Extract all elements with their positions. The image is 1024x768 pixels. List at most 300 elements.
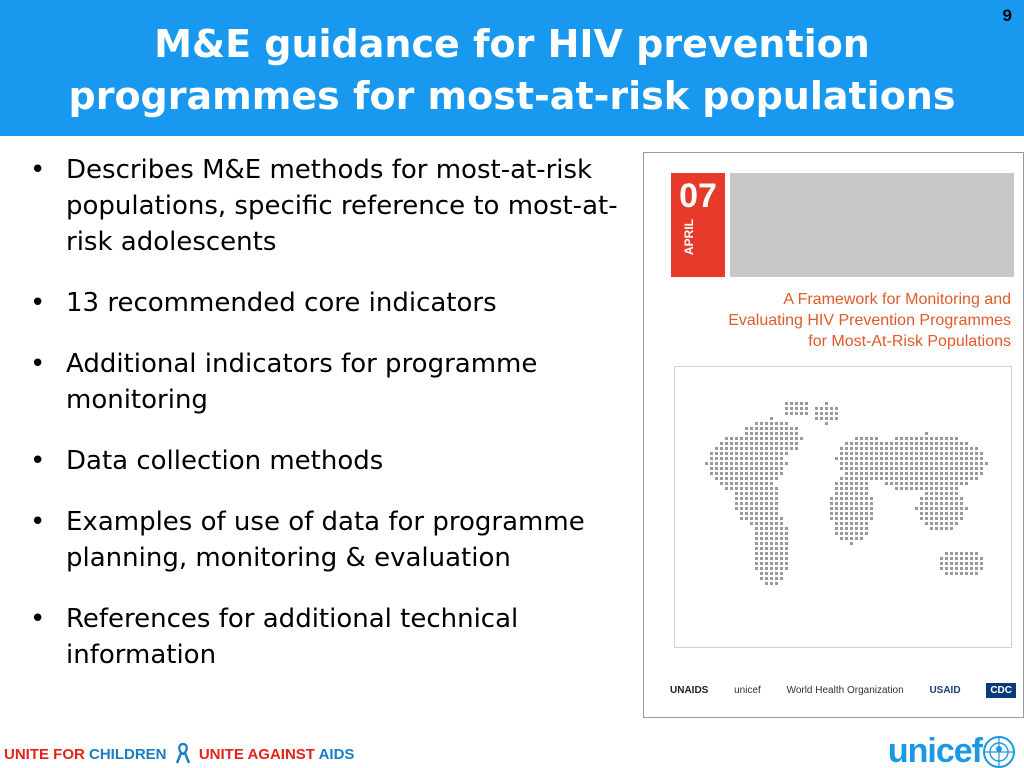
map-dot (910, 482, 913, 485)
map-dot (900, 462, 903, 465)
map-dot (775, 497, 778, 500)
bullet-icon: • (30, 604, 46, 634)
map-dot (915, 457, 918, 460)
map-dot (855, 457, 858, 460)
map-dot (855, 497, 858, 500)
map-dot (760, 462, 763, 465)
slide-number: 9 (1002, 6, 1012, 25)
map-dot (760, 427, 763, 430)
map-dot (940, 557, 943, 560)
map-dot (905, 477, 908, 480)
map-dot (725, 442, 728, 445)
map-dot (760, 442, 763, 445)
map-dot (870, 512, 873, 515)
map-dot (930, 497, 933, 500)
map-dot (855, 502, 858, 505)
map-dot (830, 417, 833, 420)
map-dot (775, 582, 778, 585)
map-dot (930, 487, 933, 490)
map-dot (980, 462, 983, 465)
map-dot (845, 457, 848, 460)
map-dot (835, 502, 838, 505)
map-dot (825, 402, 828, 405)
map-dot (705, 462, 708, 465)
map-dot (745, 477, 748, 480)
map-dot (955, 492, 958, 495)
map-dot (980, 452, 983, 455)
map-dot (945, 557, 948, 560)
map-dot (950, 477, 953, 480)
map-dot (775, 447, 778, 450)
unicef-emblem-icon (982, 735, 1016, 768)
map-dot (970, 552, 973, 555)
map-dot (915, 487, 918, 490)
map-dot (935, 512, 938, 515)
map-dot (720, 452, 723, 455)
map-dot (835, 527, 838, 530)
map-dot (895, 442, 898, 445)
map-dot (900, 487, 903, 490)
map-dot (865, 442, 868, 445)
map-dot (760, 477, 763, 480)
map-dot (910, 457, 913, 460)
map-dot (885, 472, 888, 475)
map-dot (770, 522, 773, 525)
world-map-dots (675, 367, 1013, 649)
map-dot (750, 437, 753, 440)
map-dot (890, 462, 893, 465)
map-dot (865, 487, 868, 490)
map-dot (955, 512, 958, 515)
map-dot (795, 427, 798, 430)
map-dot (960, 452, 963, 455)
map-dot (740, 452, 743, 455)
map-dot (760, 552, 763, 555)
bullet-icon: • (30, 155, 46, 185)
map-dot (785, 407, 788, 410)
map-dot (905, 487, 908, 490)
map-dot (950, 482, 953, 485)
map-dot (860, 437, 863, 440)
map-dot (720, 482, 723, 485)
map-dot (940, 492, 943, 495)
map-dot (950, 457, 953, 460)
map-dot (925, 467, 928, 470)
map-dot (760, 422, 763, 425)
map-dot (860, 467, 863, 470)
map-dot (945, 507, 948, 510)
map-dot (725, 457, 728, 460)
map-dot (935, 437, 938, 440)
map-dot (880, 467, 883, 470)
map-dot (965, 572, 968, 575)
map-dot (750, 427, 753, 430)
map-dot (930, 447, 933, 450)
map-dot (760, 507, 763, 510)
map-dot (775, 472, 778, 475)
map-dot (785, 427, 788, 430)
map-dot (725, 487, 728, 490)
map-dot (915, 467, 918, 470)
map-dot (860, 482, 863, 485)
map-dot (865, 502, 868, 505)
map-dot (770, 572, 773, 575)
map-dot (720, 477, 723, 480)
map-dot (795, 432, 798, 435)
map-dot (720, 472, 723, 475)
map-dot (940, 457, 943, 460)
map-dot (720, 462, 723, 465)
map-dot (945, 457, 948, 460)
cover-title: A Framework for Monitoring and Evaluating HIV Prevention Programmes for Most-At-Risk Populations (728, 291, 1011, 350)
map-dot (780, 572, 783, 575)
map-dot (730, 472, 733, 475)
map-dot (880, 447, 883, 450)
map-dot (750, 447, 753, 450)
map-dot (860, 477, 863, 480)
map-dot (965, 457, 968, 460)
map-dot (765, 462, 768, 465)
map-dot (860, 472, 863, 475)
map-dot (950, 467, 953, 470)
map-dot (865, 472, 868, 475)
map-dot (740, 487, 743, 490)
map-dot (945, 477, 948, 480)
map-dot (925, 432, 928, 435)
map-dot (785, 552, 788, 555)
map-dot (980, 557, 983, 560)
map-dot (770, 462, 773, 465)
map-dot (865, 507, 868, 510)
map-dot (885, 477, 888, 480)
map-dot (845, 492, 848, 495)
map-dot (840, 477, 843, 480)
map-dot (725, 477, 728, 480)
map-dot (955, 487, 958, 490)
map-dot (860, 442, 863, 445)
map-dot (940, 452, 943, 455)
map-dot (950, 507, 953, 510)
map-dot (920, 482, 923, 485)
map-dot (915, 472, 918, 475)
map-dot (785, 532, 788, 535)
map-dot (760, 562, 763, 565)
map-dot (710, 472, 713, 475)
map-dot (950, 472, 953, 475)
map-dot (870, 457, 873, 460)
map-dot (765, 537, 768, 540)
map-dot (865, 477, 868, 480)
map-dot (900, 442, 903, 445)
cover-issue-block (671, 173, 725, 277)
map-dot (730, 437, 733, 440)
map-dot (755, 562, 758, 565)
map-dot (955, 552, 958, 555)
map-dot (965, 467, 968, 470)
map-dot (945, 462, 948, 465)
map-dot (835, 517, 838, 520)
map-dot (780, 562, 783, 565)
map-dot (945, 517, 948, 520)
map-dot (855, 482, 858, 485)
map-dot (950, 492, 953, 495)
map-dot (755, 482, 758, 485)
map-dot (955, 572, 958, 575)
map-dot (935, 447, 938, 450)
map-dot (740, 442, 743, 445)
map-dot (865, 452, 868, 455)
map-dot (950, 512, 953, 515)
map-dot (775, 432, 778, 435)
map-dot (940, 437, 943, 440)
map-dot (915, 477, 918, 480)
map-dot (960, 552, 963, 555)
map-dot (745, 457, 748, 460)
map-dot (730, 477, 733, 480)
map-dot (760, 537, 763, 540)
map-dot (895, 437, 898, 440)
map-dot (905, 447, 908, 450)
map-dot (905, 452, 908, 455)
map-dot (790, 427, 793, 430)
map-dot (880, 442, 883, 445)
map-dot (835, 507, 838, 510)
usaid-logo: USAID (929, 684, 961, 696)
map-dot (740, 482, 743, 485)
map-dot (940, 527, 943, 530)
map-dot (945, 452, 948, 455)
map-dot (890, 467, 893, 470)
map-dot (775, 532, 778, 535)
map-dot (935, 507, 938, 510)
map-dot (750, 507, 753, 510)
map-dot (960, 482, 963, 485)
map-dot (745, 512, 748, 515)
map-dot (850, 452, 853, 455)
map-dot (765, 532, 768, 535)
map-dot (970, 567, 973, 570)
map-dot (770, 422, 773, 425)
map-dot (950, 462, 953, 465)
map-dot (860, 462, 863, 465)
map-dot (870, 517, 873, 520)
map-dot (740, 477, 743, 480)
map-dot (945, 447, 948, 450)
map-dot (730, 487, 733, 490)
map-dot (760, 467, 763, 470)
map-dot (735, 447, 738, 450)
map-dot (955, 462, 958, 465)
map-dot (845, 487, 848, 490)
map-dot (900, 452, 903, 455)
map-dot (880, 457, 883, 460)
map-dot (775, 522, 778, 525)
map-dot (820, 417, 823, 420)
map-dot (850, 442, 853, 445)
map-dot (780, 527, 783, 530)
map-dot (720, 447, 723, 450)
map-dot (780, 522, 783, 525)
map-dot (975, 562, 978, 565)
map-dot (765, 582, 768, 585)
map-dot (755, 497, 758, 500)
map-dot (840, 512, 843, 515)
map-dot (875, 477, 878, 480)
map-dot (730, 467, 733, 470)
cdc-logo: CDC (986, 683, 1016, 698)
map-dot (845, 452, 848, 455)
map-dot (840, 522, 843, 525)
map-dot (770, 562, 773, 565)
map-dot (785, 452, 788, 455)
map-dot (795, 447, 798, 450)
map-dot (770, 537, 773, 540)
map-dot (780, 577, 783, 580)
map-dot (865, 462, 868, 465)
map-dot (965, 452, 968, 455)
map-dot (920, 502, 923, 505)
map-dot (770, 582, 773, 585)
map-dot (870, 442, 873, 445)
map-dot (955, 442, 958, 445)
map-dot (755, 447, 758, 450)
map-dot (855, 527, 858, 530)
map-dot (885, 452, 888, 455)
map-dot (740, 517, 743, 520)
map-dot (980, 457, 983, 460)
unaids-logo: UNAIDS (670, 684, 709, 696)
map-dot (765, 422, 768, 425)
map-dot (850, 517, 853, 520)
map-dot (930, 507, 933, 510)
map-dot (900, 447, 903, 450)
map-dot (720, 442, 723, 445)
map-dot (770, 442, 773, 445)
map-dot (975, 557, 978, 560)
map-dot (960, 472, 963, 475)
map-dot (875, 457, 878, 460)
map-dot (790, 447, 793, 450)
map-dot (925, 512, 928, 515)
map-dot (950, 572, 953, 575)
map-dot (940, 462, 943, 465)
map-dot (860, 532, 863, 535)
map-dot (735, 457, 738, 460)
map-dot (750, 457, 753, 460)
map-dot (835, 417, 838, 420)
title-bar (0, 0, 1024, 136)
map-dot (755, 467, 758, 470)
map-dot (795, 437, 798, 440)
cover-month: APRIL (682, 219, 696, 255)
map-dot (960, 467, 963, 470)
map-dot (735, 472, 738, 475)
map-dot (885, 462, 888, 465)
map-dot (970, 457, 973, 460)
map-dot (935, 492, 938, 495)
map-dot (855, 507, 858, 510)
map-dot (895, 457, 898, 460)
map-dot (755, 517, 758, 520)
map-dot (950, 502, 953, 505)
map-dot (760, 557, 763, 560)
map-dot (765, 437, 768, 440)
map-dot (955, 507, 958, 510)
map-dot (970, 462, 973, 465)
map-dot (765, 527, 768, 530)
map-dot (875, 447, 878, 450)
map-dot (770, 472, 773, 475)
map-dot (925, 502, 928, 505)
map-dot (945, 492, 948, 495)
map-dot (945, 527, 948, 530)
map-dot (740, 492, 743, 495)
map-dot (860, 502, 863, 505)
map-dot (775, 462, 778, 465)
map-dot (750, 522, 753, 525)
map-dot (755, 442, 758, 445)
map-dot (955, 472, 958, 475)
map-dot (935, 527, 938, 530)
map-dot (925, 517, 928, 520)
map-dot (940, 482, 943, 485)
map-dot (885, 447, 888, 450)
map-dot (775, 422, 778, 425)
map-dot (760, 482, 763, 485)
map-dot (750, 442, 753, 445)
map-dot (785, 412, 788, 415)
map-dot (735, 507, 738, 510)
map-dot (775, 442, 778, 445)
map-dot (755, 437, 758, 440)
map-dot (750, 432, 753, 435)
map-dot (955, 567, 958, 570)
map-dot (890, 442, 893, 445)
map-dot (900, 482, 903, 485)
map-dot (830, 502, 833, 505)
bullet-item: • Data collection methods (26, 443, 626, 479)
map-dot (795, 407, 798, 410)
map-dot (960, 572, 963, 575)
map-dot (740, 472, 743, 475)
map-dot (865, 512, 868, 515)
map-dot (940, 477, 943, 480)
map-dot (960, 517, 963, 520)
map-dot (835, 412, 838, 415)
map-dot (770, 512, 773, 515)
map-dot (745, 452, 748, 455)
map-dot (750, 487, 753, 490)
map-dot (860, 487, 863, 490)
map-dot (775, 527, 778, 530)
map-dot (840, 487, 843, 490)
map-dot (920, 472, 923, 475)
map-dot (765, 572, 768, 575)
map-dot (850, 457, 853, 460)
map-dot (870, 472, 873, 475)
map-dot (770, 492, 773, 495)
map-dot (780, 517, 783, 520)
map-dot (730, 462, 733, 465)
map-dot (855, 512, 858, 515)
map-dot (895, 482, 898, 485)
map-dot (860, 537, 863, 540)
map-dot (790, 437, 793, 440)
map-dot (840, 527, 843, 530)
map-dot (805, 407, 808, 410)
map-dot (755, 547, 758, 550)
map-dot (760, 517, 763, 520)
